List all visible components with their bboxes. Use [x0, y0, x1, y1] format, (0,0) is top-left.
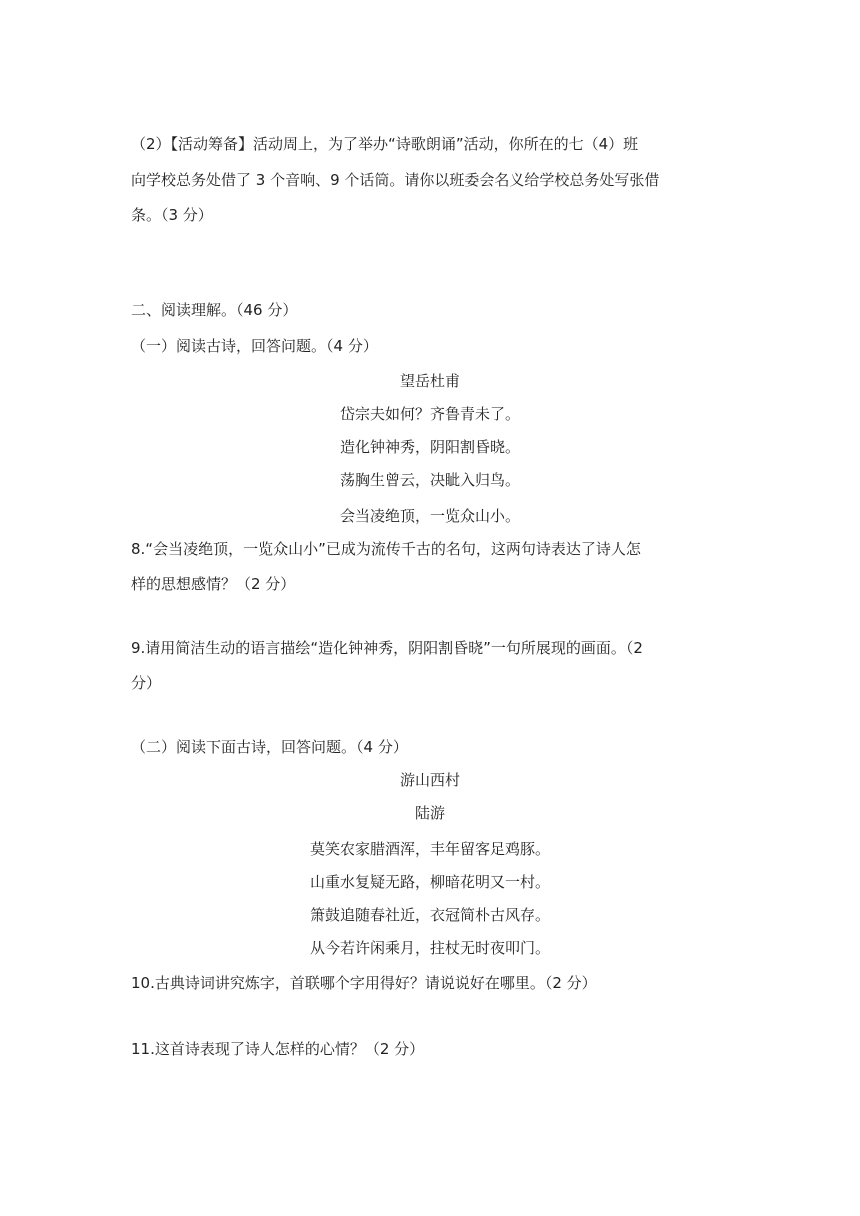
poem-2-line: 从今若许闲乘月，拄杖无时夜叩门。 — [309, 939, 550, 957]
question-9-line-1: 9.请用简洁生动的语言描绘“造化钟神秀，阴阳割昏晓”一句所展现的画面。（2 — [131, 639, 643, 657]
question-11: 11.这首诗表现了诗人怎样的心情？（2 分） — [131, 1040, 425, 1058]
question-2-line-1: （2）【活动筹备】活动周上，为了举办“诗歌朗诵”活动，你所在的七（4）班 — [131, 135, 639, 153]
poem-2-line: 箫鼓追随春社近，衣冠简朴古风存。 — [309, 906, 550, 924]
part-2-instruction: （二）阅读下面古诗，回答问题。（4 分） — [131, 738, 408, 756]
part-1-instruction: （一）阅读古诗，回答问题。（4 分） — [131, 337, 378, 355]
poem-2-line: 莫笑农家腊酒浑，丰年留客足鸡豚。 — [309, 840, 550, 858]
poem-2-title: 游山西村 — [399, 771, 460, 789]
section-2-heading: 二、阅读理解。（46 分） — [131, 301, 298, 319]
question-8-line-1: 8.“会当凌绝顶，一览众山小”已成为流传千古的名句，这两句诗表达了诗人怎 — [131, 540, 641, 558]
question-2-line-2: 向学校总务处借了 3 个音响、9 个话筒。请你以班委会名义给学校总务处写张借 — [131, 171, 660, 189]
question-10: 10.古典诗词讲究炼字，首联哪个字用得好？请说说好在哪里。（2 分） — [131, 974, 597, 992]
question-9-line-2: 分） — [131, 674, 162, 692]
question-8-line-2: 样的思想感情？（2 分） — [131, 575, 296, 593]
poem-1-line: 会当凌绝顶，一览众山小。 — [339, 507, 520, 525]
poem-1-title: 望岳杜甫 — [399, 372, 460, 390]
question-2-line-3: 条。（3 分） — [131, 206, 213, 224]
poem-1-line: 造化钟神秀，阴阳割昏晓。 — [339, 438, 520, 456]
poem-1-line: 岱宗夫如何？齐鲁青未了。 — [339, 405, 520, 423]
poem-2-author: 陆游 — [414, 804, 445, 822]
poem-1-line: 荡胸生曾云，决眦入归鸟。 — [339, 471, 520, 489]
poem-2-line: 山重水复疑无路，柳暗花明又一村。 — [309, 873, 550, 891]
